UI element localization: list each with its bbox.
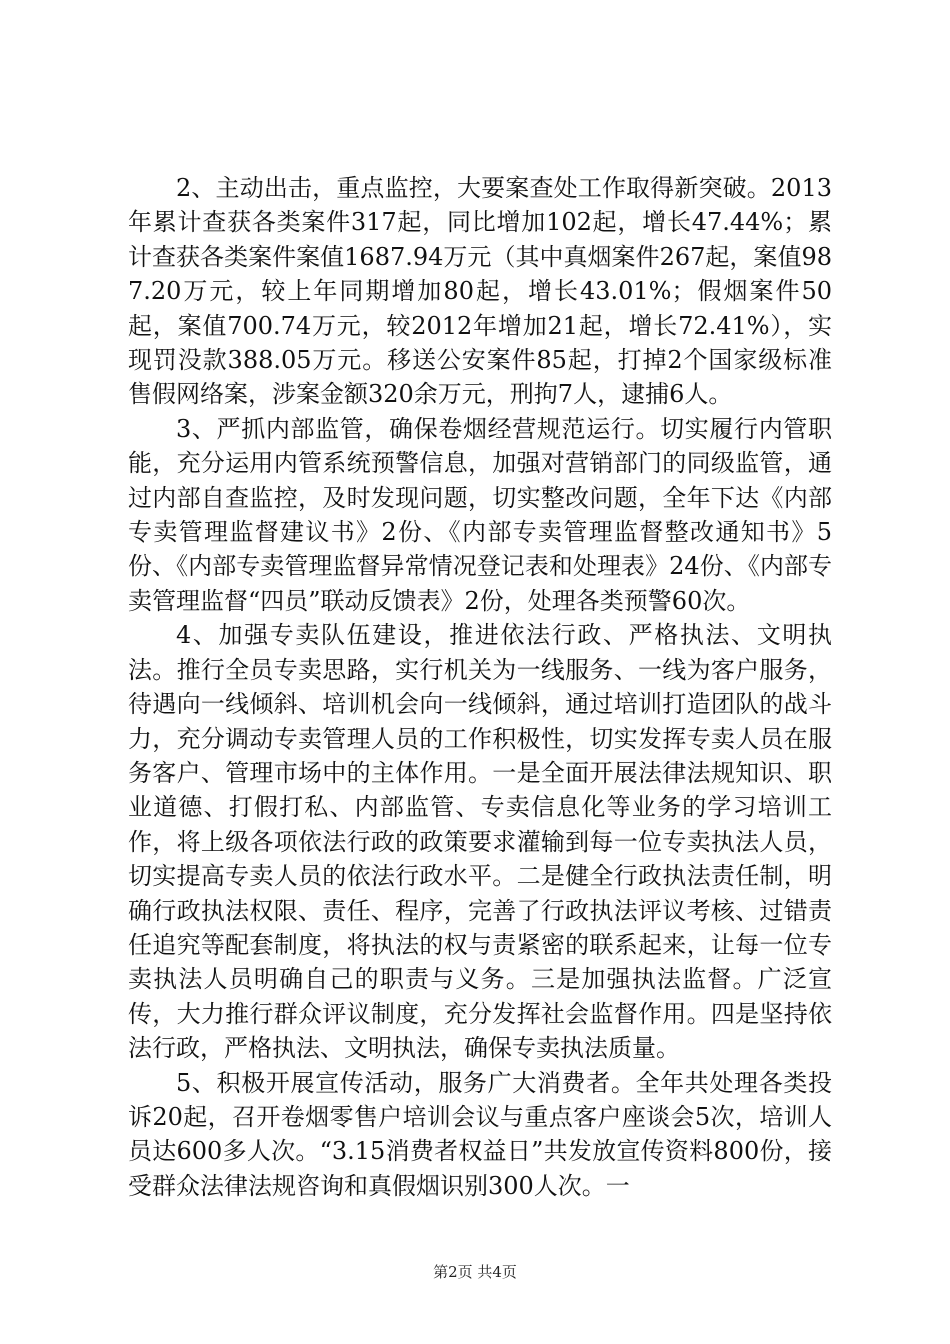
page-footer: 第2页 共4页 (433, 1263, 517, 1281)
paragraph-publicity: 5、积极开展宣传活动，服务广大消费者。全年共处理各类投诉20起，召开卷烟零售户培训会议与重点客户座谈会5次，培训人员达600多人次。“3.15消费者权益日”共发放宣传资料800份，接受群众法律法规咨询和真假烟识别300人次。一 (128, 1068, 832, 1200)
paragraph-internal-supervision: 3、严抓内部监管，确保卷烟经营规范运行。切实履行内管职能，充分运用内管系统预警信息，加强对营销部门的同级监管，通过内部自查监控，及时发现问题，切实整改问题，全年下达《内部专卖管理监督建议书》2份、《内部专卖管理监督整改通知书》5份、《内部专卖管理监督异常情况登记表和处理表》24份、《内部专卖管理监督“四员”联动反馈表》2份，处理各类预警60次。 (128, 414, 832, 615)
paragraph-team-building: 4、加强专卖队伍建设，推进依法行政、严格执法、文明执法。推行全员专卖思路，实行机关为一线服务、一线为客户服务，待遇向一线倾斜、培训机会向一线倾斜，通过培训打造团队的战斗力，充分调动专卖管理人员的工作积极性，切实发挥专卖人员在服务客户、管理市场中的主体作用。一是全面开展法律法规知识、职业道德、打假打私、内部监管、专卖信息化等业务的学习培训工作，将上级各项依法行政的政策要求灌输到每一位专卖执法人员，切实提高专卖人员的依法行政水平。二是健全行政执法责任制，明确行政执法权限、责任、程序，完善了行政执法评议考核、过错责任追究等配套制度，将执法的权与责紧密的联系起来，让每一位专卖执法人员明确自己的职责与义务。三是加强执法监督。广泛宣传，大力推行群众评议制度，充分发挥社会监督作用。四是坚持依法行政，严格执法、文明执法，确保专卖执法质量。 (128, 621, 832, 1063)
document-body (128, 171, 832, 1203)
paragraph-case-investigation: 2、主动出击，重点监控，大要案查处工作取得新突破。2013年累计查获各类案件317起，同比增加102起，增长47.44%；累计查获各类案件案值1687.94万元（其中真烟案件267起，案值987.20万元，较上年同期增加80起，增长43.01%；假烟案件50起，案值700.74万元，较2012年增加21起，增长72.41%），实现罚没款388.05万元。移送公安案件85起，打掉2个国家级标准售假网络案，涉案金额320余万元，刑拘7人，逮捕6人。 (128, 174, 832, 409)
